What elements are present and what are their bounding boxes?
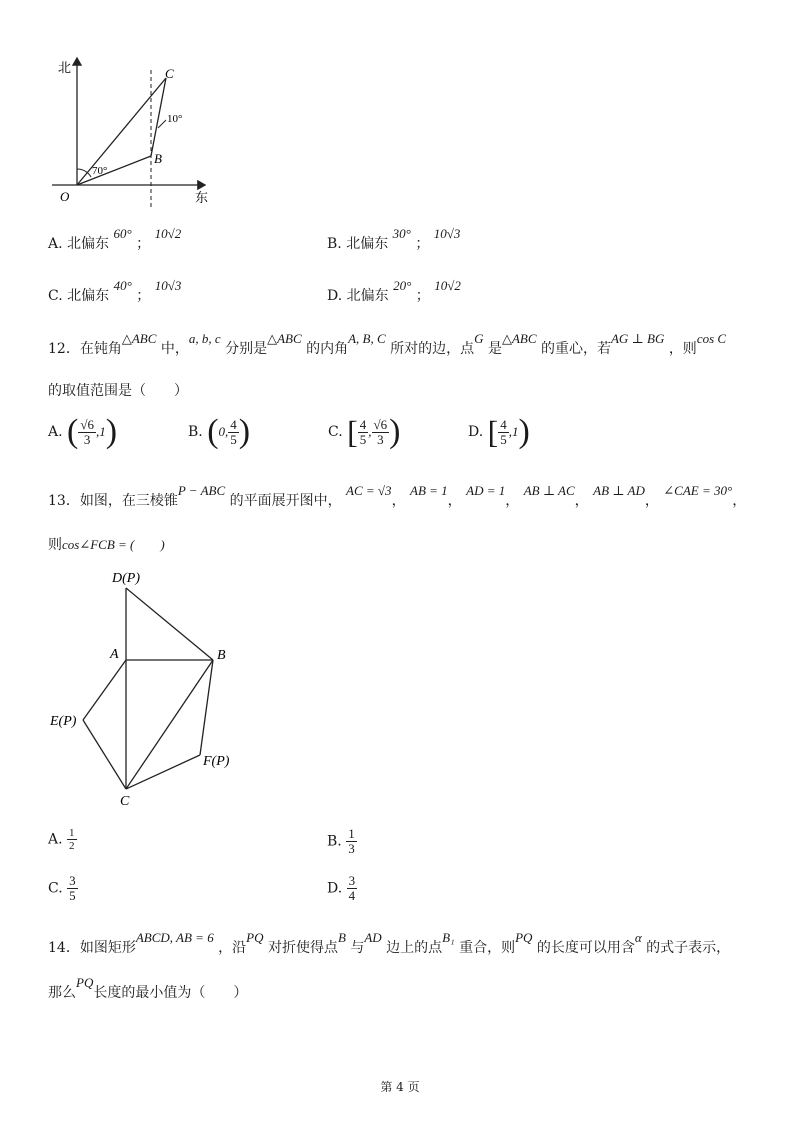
q13-option-d[interactable]: D. $\frac{3}{4}$ xyxy=(327,873,356,903)
q12-option-a[interactable]: A. ( $\frac{√6}{3}$ ,1) xyxy=(48,413,118,450)
option-value: 10√3 xyxy=(154,278,182,293)
fraction: $\frac{3}{5}$ xyxy=(69,873,76,903)
q12-option-d[interactable]: D. [ $\frac{4}{5}$ ,1) xyxy=(468,413,530,450)
option-letter: C. xyxy=(48,288,63,304)
page-number: 第 4 页 xyxy=(380,1080,420,1094)
option-text: 北偏东 xyxy=(67,236,110,252)
fraction: $\frac{1}{2}$ xyxy=(69,827,75,852)
option-degree: 20° xyxy=(393,278,412,293)
segment-ob xyxy=(77,156,151,185)
q12-stem: 12．在钝角△ABC 中，a, b, c 分别是△ABC 的内角A, B, C 所对的边，点G 是△ABC 的重心，若AG ⊥ BG ，则cos C xyxy=(48,331,727,357)
point-b-label: B xyxy=(154,151,162,166)
q12-option-b[interactable]: B. (0, $\frac{4}{5}$ ) xyxy=(188,413,251,450)
q11-option-d[interactable] xyxy=(327,278,461,305)
label-d: D(P) xyxy=(112,571,140,586)
fraction: $\frac{4}{5}$ xyxy=(500,416,507,447)
fraction: $\frac{1}{3}$ xyxy=(348,826,355,856)
edge-ec xyxy=(83,720,126,789)
label-b: B xyxy=(217,648,226,663)
q12-option-c[interactable]: C. [ $\frac{4}{5}$ , $\frac{√6}{3}$ ) xyxy=(328,413,401,450)
q14-stem: 14．如图矩形ABCD, AB = 6 ，沿PQ 对折使得点B 与AD 边上的点B₁ 重合，则PQ 的长度可以用含α 的式子表示， xyxy=(48,930,731,956)
option-letter: A. xyxy=(48,236,63,252)
option-letter: D. xyxy=(327,288,343,304)
east-label: 东 xyxy=(195,190,209,205)
option-value: 10√3 xyxy=(433,226,461,241)
fraction: $\frac{√6}{3}$ xyxy=(80,416,94,447)
angle-70-label: 70° xyxy=(92,165,108,177)
label-c: C xyxy=(120,794,130,809)
fraction: $\frac{4}{5}$ xyxy=(230,416,237,447)
option-letter: B. xyxy=(327,236,342,252)
q11-option-a[interactable] xyxy=(48,226,182,253)
north-label: 北 xyxy=(58,60,72,75)
option-value: 10√2 xyxy=(154,226,182,241)
option-degree: 40° xyxy=(113,278,132,293)
bearing-figure xyxy=(40,50,220,210)
option-text: 北偏东 xyxy=(346,288,389,304)
q11-option-b[interactable] xyxy=(327,226,461,253)
edge-ae xyxy=(83,660,126,720)
option-sep: ； xyxy=(136,288,151,304)
option-text: 北偏东 xyxy=(67,288,110,304)
point-c-label: C xyxy=(165,66,174,81)
q11-option-c[interactable] xyxy=(48,278,182,305)
label-a: A xyxy=(110,647,119,662)
origin-label: O xyxy=(60,189,70,204)
q13-stem-line2: 则cos∠FCB = ( ) xyxy=(48,537,165,553)
edge-bf xyxy=(200,660,213,755)
option-sep: ； xyxy=(136,236,151,252)
fraction: $\frac{3}{4}$ xyxy=(348,873,356,903)
q13-option-b[interactable]: B. $\frac{1}{3}$ xyxy=(327,826,355,856)
option-sep: ； xyxy=(415,288,430,304)
angle-10-pointer xyxy=(158,120,166,128)
segment-oc xyxy=(77,78,166,185)
q12-stem-line2: 的取值范围是（ ） xyxy=(48,383,188,399)
option-text: 北偏东 xyxy=(346,236,389,252)
q13-stem: 13．如图，在三棱锥P − ABC 的平面展开图中， AC = √3， AB = 1， AD = 1， AB ⊥ AC， AB ⊥ AD， ∠CAE = 30°， xyxy=(48,483,747,509)
q13-option-a[interactable]: A. $\frac{1}{2}$ xyxy=(48,827,75,852)
label-f: F(P) xyxy=(203,754,230,769)
q14-stem-line2: 那么PQ长度的最小值为（ ） xyxy=(48,975,248,1001)
pyramid-net-figure xyxy=(45,560,275,815)
q13-option-c[interactable]: C. $\frac{3}{5}$ xyxy=(48,873,76,903)
label-e: E(P) xyxy=(50,714,77,729)
option-sep: ； xyxy=(415,236,430,252)
edge-db xyxy=(126,588,213,660)
option-degree: 60° xyxy=(113,226,132,241)
fraction: $\frac{4}{5}$ xyxy=(359,416,367,447)
angle-10-label: 10° xyxy=(167,113,183,125)
segment-bc xyxy=(151,78,166,156)
fraction: $\frac{√6}{3}$ xyxy=(373,416,388,447)
option-value: 10√2 xyxy=(434,278,461,293)
option-degree: 30° xyxy=(392,226,411,241)
